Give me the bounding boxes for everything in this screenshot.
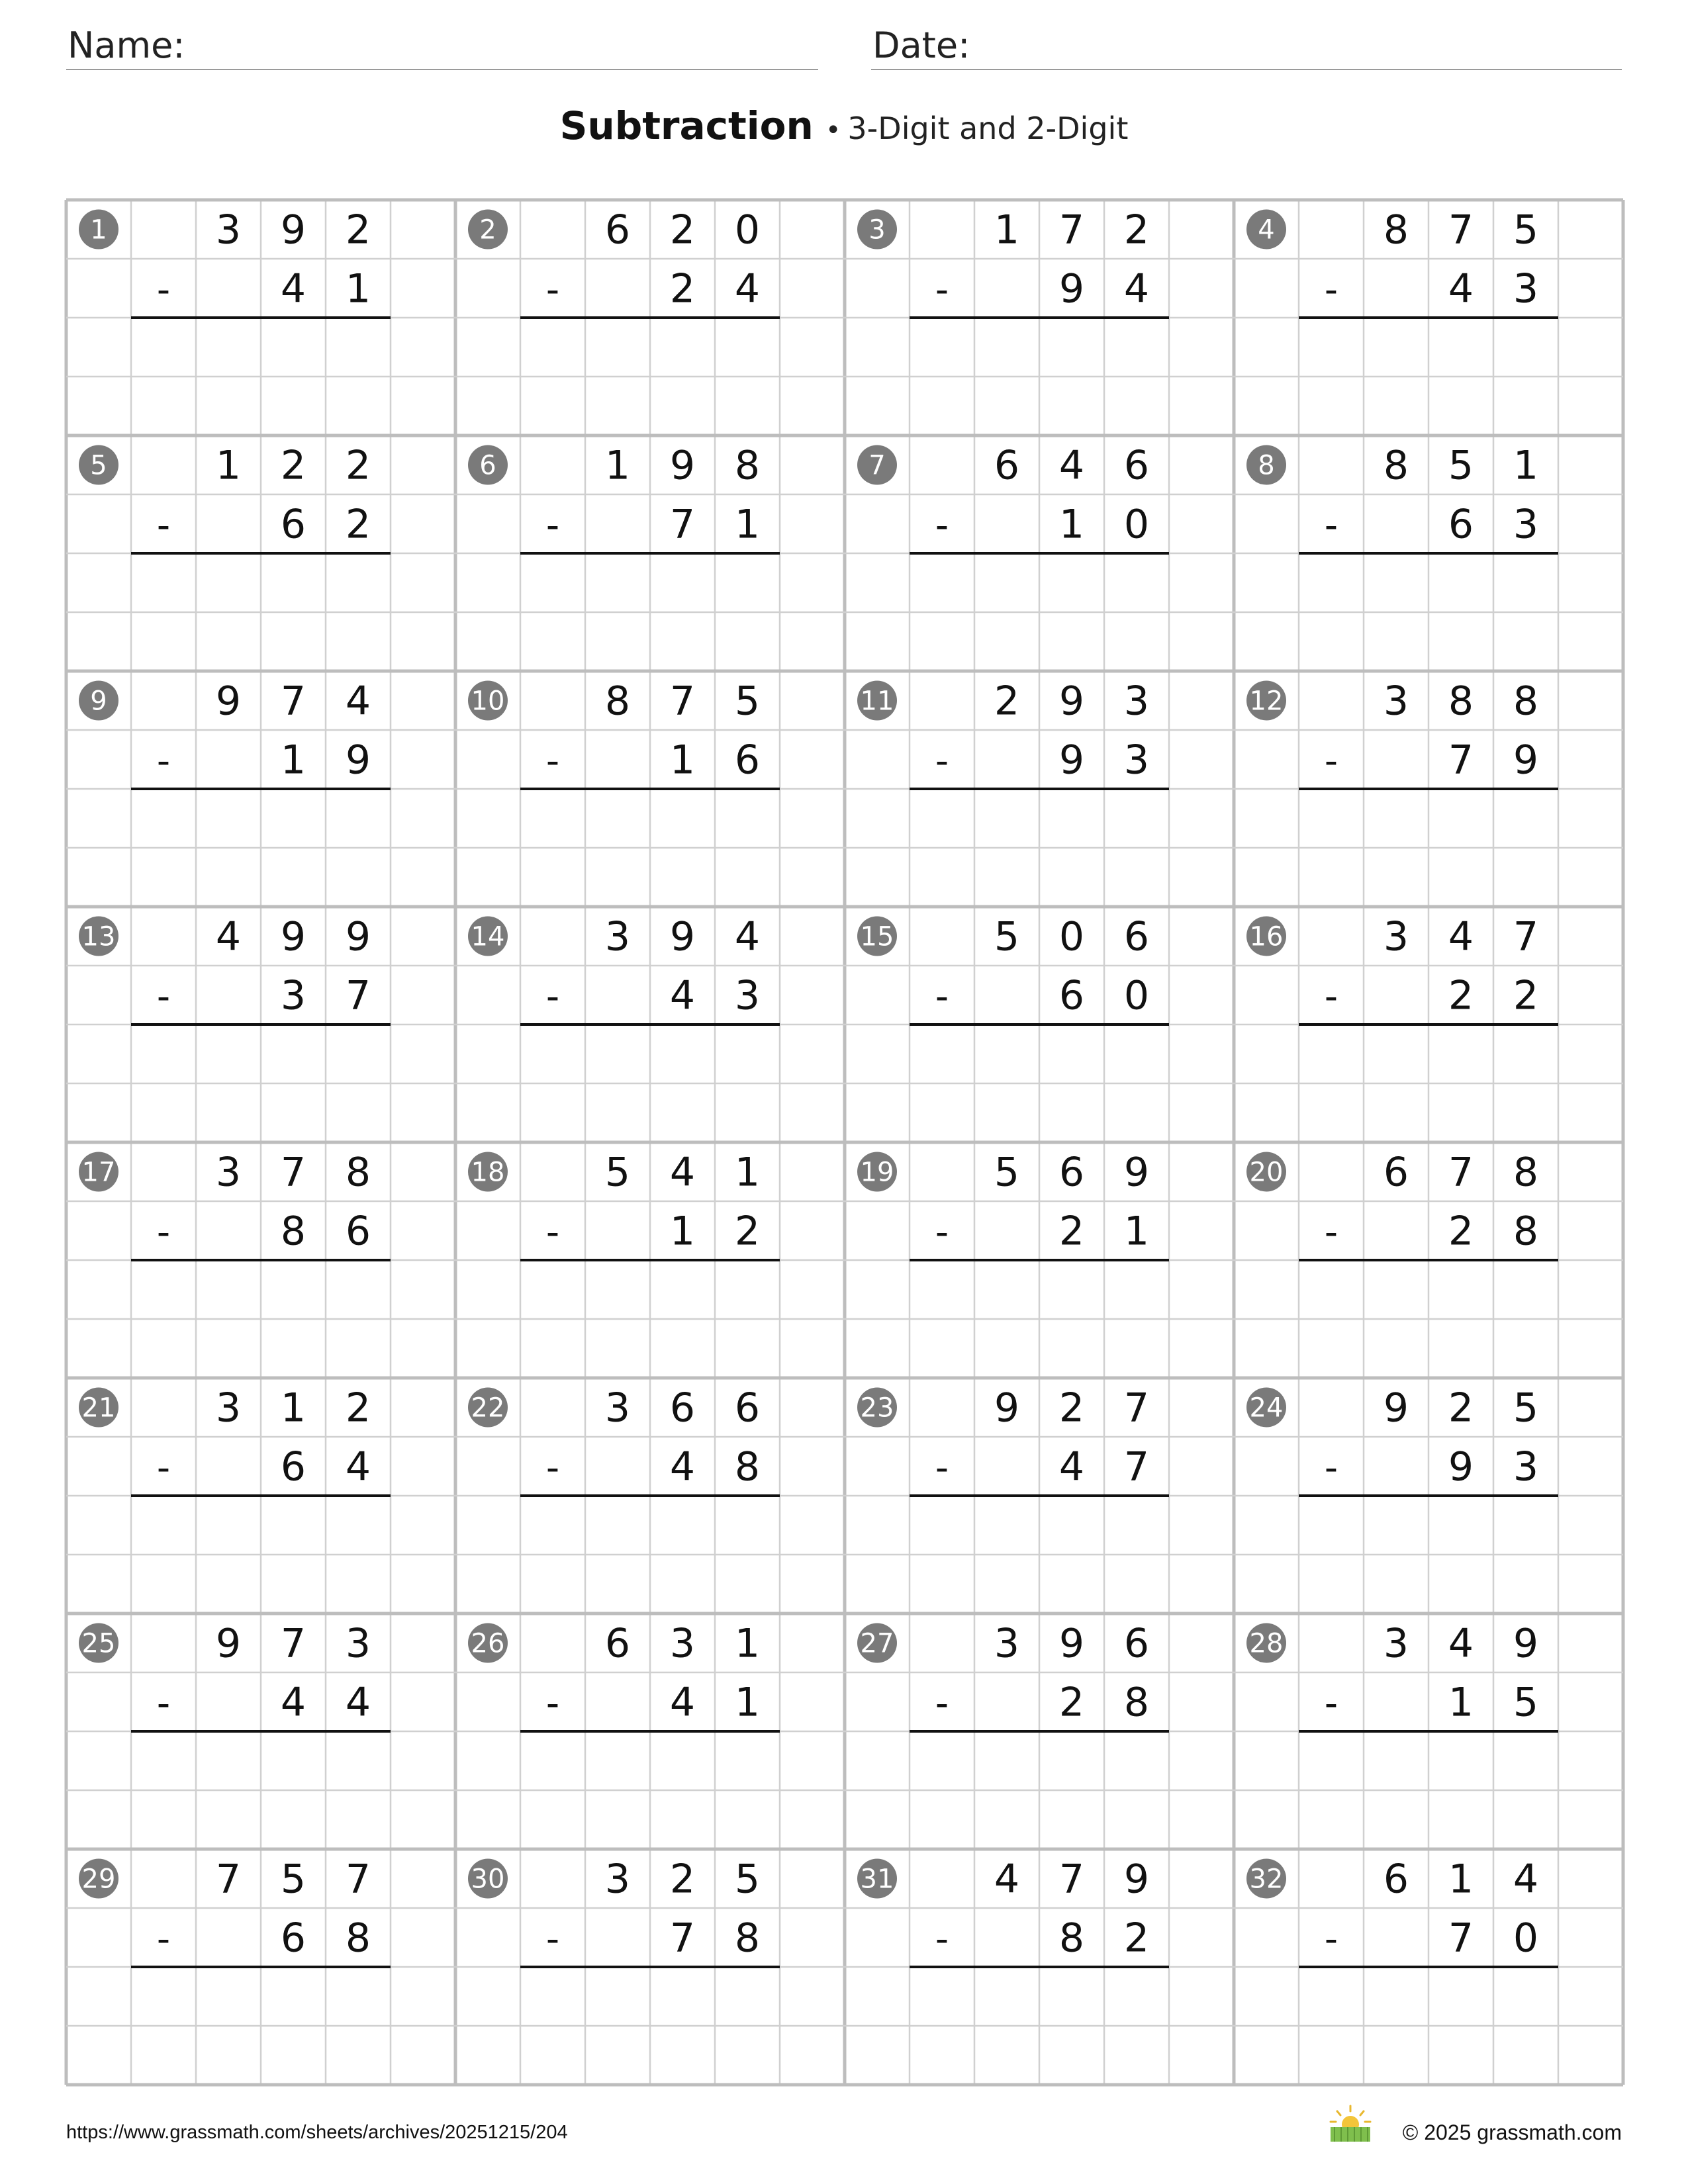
- problem-number: 8: [1258, 450, 1275, 481]
- subtrahend-digit: 4: [1123, 265, 1150, 312]
- answer-area[interactable]: [520, 1498, 780, 1611]
- minus-sign: -: [156, 1210, 171, 1254]
- subtrahend-digit: 2: [1448, 972, 1474, 1019]
- minuend-digit: 4: [669, 1149, 696, 1196]
- problem-12: [1246, 678, 1558, 905]
- minuend-digit: 4: [1513, 1856, 1539, 1903]
- problem-10: [468, 678, 780, 905]
- problem-number: 20: [1249, 1157, 1284, 1188]
- minus-sign: -: [935, 504, 949, 547]
- minus-sign: -: [1324, 504, 1338, 547]
- problem-number: 17: [81, 1157, 116, 1188]
- minuend-digit: 6: [669, 1385, 696, 1432]
- minuend-digit: 9: [1123, 1856, 1150, 1903]
- minuend-digit: 9: [215, 678, 242, 725]
- minuend-digit: 8: [1513, 678, 1539, 725]
- minuend-digit: 7: [345, 1856, 371, 1903]
- minuend-digit: 4: [994, 1856, 1020, 1903]
- subtrahend-digit: 1: [1448, 1679, 1474, 1726]
- sun-over-grass-icon: [1327, 2103, 1374, 2146]
- minus-sign: -: [935, 739, 949, 783]
- problem-number: 1: [90, 214, 107, 246]
- problem-number: 27: [860, 1628, 894, 1659]
- minuend-digit: 6: [1123, 442, 1150, 489]
- subtrahend-digit: 9: [345, 737, 371, 784]
- answer-area[interactable]: [1299, 1263, 1558, 1375]
- problem-25: [79, 1621, 391, 1847]
- subtrahend-digit: 4: [669, 972, 696, 1019]
- minus-sign: -: [935, 268, 949, 312]
- minuend-digit: 4: [1448, 1620, 1474, 1667]
- answer-area[interactable]: [910, 556, 1169, 668]
- answer-area[interactable]: [131, 320, 391, 433]
- problem-21: [79, 1385, 391, 1612]
- subtrahend-digit: 8: [1513, 1208, 1539, 1255]
- subtrahend-digit: 3: [1513, 1443, 1539, 1490]
- minuend-digit: 1: [994, 206, 1020, 253]
- minuend-digit: 9: [1123, 1149, 1150, 1196]
- subtrahend-digit: 2: [669, 265, 696, 312]
- minuend-digit: 5: [1513, 206, 1539, 253]
- problem-7: [857, 443, 1169, 669]
- problem-6: [468, 443, 780, 669]
- minuend-digit: 5: [994, 913, 1020, 960]
- minuend-digit: 3: [345, 1620, 371, 1667]
- subtrahend-digit: 6: [280, 501, 306, 548]
- minuend-digit: 2: [345, 442, 371, 489]
- minuend-digit: 5: [604, 1149, 631, 1196]
- minuend-digit: 9: [280, 913, 306, 960]
- problem-number: 19: [860, 1157, 894, 1188]
- minuend-digit: 8: [1383, 442, 1409, 489]
- subtrahend-digit: 2: [1058, 1679, 1085, 1726]
- subtrahend-digit: 8: [734, 1443, 761, 1490]
- subtrahend-digit: 2: [734, 1208, 761, 1255]
- minuend-digit: 2: [669, 206, 696, 253]
- minuend-digit: 7: [1058, 206, 1085, 253]
- subtrahend-digit: 7: [669, 1915, 696, 1962]
- problem-number: 15: [860, 921, 894, 952]
- minus-sign: -: [545, 1210, 560, 1254]
- subtrahend-digit: 8: [734, 1915, 761, 1962]
- minus-sign: -: [1324, 1917, 1338, 1961]
- answer-area[interactable]: [910, 1263, 1169, 1375]
- subtrahend-digit: 9: [1058, 265, 1085, 312]
- problem-27: [857, 1621, 1169, 1847]
- answer-area[interactable]: [1299, 1027, 1558, 1140]
- subtrahend-digit: 7: [669, 501, 696, 548]
- subtrahend-digit: 8: [1058, 1915, 1085, 1962]
- minuend-digit: 6: [604, 1620, 631, 1667]
- minuend-digit: 7: [215, 1856, 242, 1903]
- subtrahend-digit: 6: [734, 737, 761, 784]
- answer-area[interactable]: [910, 792, 1169, 904]
- minuend-digit: 3: [604, 1856, 631, 1903]
- answer-area[interactable]: [1299, 320, 1558, 433]
- minuend-digit: 7: [669, 678, 696, 725]
- minuend-digit: 6: [1383, 1856, 1409, 1903]
- minuend-digit: 9: [215, 1620, 242, 1667]
- minuend-digit: 9: [994, 1385, 1020, 1432]
- minuend-digit: 6: [994, 442, 1020, 489]
- problem-number: 28: [1249, 1628, 1284, 1659]
- subtrahend-digit: 4: [669, 1443, 696, 1490]
- minuend-digit: 3: [1123, 678, 1150, 725]
- minus-sign: -: [156, 1682, 171, 1725]
- subtrahend-digit: 6: [280, 1443, 306, 1490]
- minus-sign: -: [156, 268, 171, 312]
- problem-26: [468, 1621, 780, 1847]
- minuend-digit: 2: [345, 1385, 371, 1432]
- minuend-digit: 1: [604, 442, 631, 489]
- minus-sign: -: [1324, 1210, 1338, 1254]
- answer-area[interactable]: [910, 1498, 1169, 1611]
- problem-29: [79, 1856, 391, 2083]
- minuend-digit: 7: [280, 678, 306, 725]
- problem-number: 3: [868, 214, 886, 246]
- problem-number: 26: [471, 1628, 505, 1659]
- subtrahend-digit: 6: [345, 1208, 371, 1255]
- answer-area[interactable]: [131, 1970, 391, 2082]
- minus-sign: -: [1324, 975, 1338, 1019]
- minuend-digit: 0: [1058, 913, 1085, 960]
- minuend-digit: 3: [604, 1385, 631, 1432]
- minuend-digit: 7: [1448, 206, 1474, 253]
- subtrahend-digit: 1: [669, 737, 696, 784]
- minuend-digit: 6: [1123, 913, 1150, 960]
- minus-sign: -: [156, 1446, 171, 1490]
- answer-area[interactable]: [520, 1263, 780, 1375]
- answer-area[interactable]: [910, 1970, 1169, 2082]
- problem-19: [857, 1150, 1169, 1376]
- minuend-digit: 8: [604, 678, 631, 725]
- minus-sign: -: [935, 1917, 949, 1961]
- minuend-digit: 5: [994, 1149, 1020, 1196]
- minuend-digit: 9: [1058, 1620, 1085, 1667]
- minuend-digit: 2: [345, 206, 371, 253]
- subtrahend-digit: 9: [1058, 737, 1085, 784]
- minuend-digit: 3: [215, 1149, 242, 1196]
- subtrahend-digit: 4: [1448, 265, 1474, 312]
- minus-sign: -: [545, 268, 560, 312]
- minuend-digit: 7: [280, 1149, 306, 1196]
- problem-number: 7: [868, 450, 886, 481]
- subtrahend-digit: 4: [669, 1679, 696, 1726]
- subtrahend-digit: 0: [1513, 1915, 1539, 1962]
- minuend-digit: 9: [280, 206, 306, 253]
- minuend-digit: 2: [1058, 1385, 1085, 1432]
- footer-url: https://www.grassmath.com/sheets/archives/20251215/204: [66, 2122, 568, 2143]
- subtrahend-digit: 4: [280, 265, 306, 312]
- problem-number: 21: [81, 1392, 116, 1424]
- minus-sign: -: [156, 1917, 171, 1961]
- minuend-digit: 1: [280, 1385, 306, 1432]
- minuend-digit: 8: [1513, 1149, 1539, 1196]
- answer-area[interactable]: [1299, 792, 1558, 904]
- minuend-digit: 1: [215, 442, 242, 489]
- minuend-digit: 3: [1383, 678, 1409, 725]
- problem-3: [857, 207, 1169, 433]
- problem-9: [79, 678, 391, 905]
- minuend-digit: 9: [669, 442, 696, 489]
- problem-number: 25: [81, 1628, 116, 1659]
- problem-number: 31: [860, 1864, 894, 1895]
- minuend-digit: 4: [1448, 913, 1474, 960]
- minuend-digit: 9: [1513, 1620, 1539, 1667]
- minuend-digit: 6: [604, 206, 631, 253]
- answer-area[interactable]: [131, 556, 391, 668]
- problem-number: 2: [479, 214, 496, 246]
- problem-number: 12: [1249, 686, 1284, 717]
- subtrahend-digit: 2: [1058, 1208, 1085, 1255]
- subtrahend-digit: 3: [280, 972, 306, 1019]
- minuend-digit: 4: [734, 913, 761, 960]
- minuend-digit: 7: [1123, 1385, 1150, 1432]
- problem-31: [857, 1856, 1169, 2083]
- subtrahend-digit: 7: [1448, 1915, 1474, 1962]
- subtrahend-digit: 8: [345, 1915, 371, 1962]
- subtrahend-digit: 2: [345, 501, 371, 548]
- minuend-digit: 7: [1058, 1856, 1085, 1903]
- problem-32: [1246, 1856, 1558, 2083]
- subtrahend-digit: 6: [280, 1915, 306, 1962]
- problem-5: [79, 443, 391, 669]
- problem-number: 16: [1249, 921, 1284, 952]
- minus-sign: -: [1324, 739, 1338, 783]
- minuend-digit: 0: [734, 206, 761, 253]
- minus-sign: -: [1324, 1682, 1338, 1725]
- minuend-digit: 9: [1383, 1385, 1409, 1432]
- minus-sign: -: [1324, 1446, 1338, 1490]
- answer-area[interactable]: [1299, 1970, 1558, 2082]
- subtrahend-digit: 3: [1513, 265, 1539, 312]
- problem-8: [1246, 443, 1558, 669]
- problem-number: 9: [90, 686, 107, 717]
- minuend-digit: 6: [1123, 1620, 1150, 1667]
- subtrahend-digit: 4: [345, 1679, 371, 1726]
- answer-area[interactable]: [910, 1027, 1169, 1140]
- subtrahend-digit: 6: [1448, 501, 1474, 548]
- minuend-digit: 8: [1448, 678, 1474, 725]
- minus-sign: -: [935, 1446, 949, 1490]
- minus-sign: -: [156, 739, 171, 783]
- subtrahend-digit: 8: [280, 1208, 306, 1255]
- minuend-digit: 8: [734, 442, 761, 489]
- minuend-digit: 6: [734, 1385, 761, 1432]
- minuend-digit: 6: [1058, 1149, 1085, 1196]
- minuend-digit: 7: [280, 1620, 306, 1667]
- subtrahend-digit: 4: [345, 1443, 371, 1490]
- title-subtitle: 3-Digit and 2-Digit: [847, 111, 1129, 146]
- minuend-digit: 9: [1058, 678, 1085, 725]
- minus-sign: -: [156, 504, 171, 547]
- minuend-digit: 5: [1513, 1385, 1539, 1432]
- minuend-digit: 1: [1448, 1856, 1474, 1903]
- answer-area[interactable]: [520, 556, 780, 668]
- minuend-digit: 8: [1383, 206, 1409, 253]
- answer-area[interactable]: [1299, 1498, 1558, 1611]
- subtrahend-digit: 1: [669, 1208, 696, 1255]
- answer-area[interactable]: [520, 1734, 780, 1846]
- subtrahend-digit: 0: [1123, 972, 1150, 1019]
- subtrahend-digit: 4: [1058, 1443, 1085, 1490]
- problem-number: 13: [81, 921, 116, 952]
- answer-area[interactable]: [520, 1027, 780, 1140]
- minus-sign: -: [935, 975, 949, 1019]
- answer-area[interactable]: [520, 320, 780, 433]
- answer-area[interactable]: [1299, 556, 1558, 668]
- problem-1: [79, 207, 391, 433]
- minuend-digit: 7: [1448, 1149, 1474, 1196]
- minus-sign: -: [545, 1917, 560, 1961]
- minuend-digit: 3: [1383, 1620, 1409, 1667]
- problem-number: 23: [860, 1392, 894, 1424]
- minuend-digit: 3: [1383, 913, 1409, 960]
- minus-sign: -: [935, 1682, 949, 1725]
- answer-area[interactable]: [131, 1263, 391, 1375]
- minus-sign: -: [156, 975, 171, 1019]
- subtrahend-digit: 7: [345, 972, 371, 1019]
- minuend-digit: 5: [1448, 442, 1474, 489]
- minus-sign: -: [1324, 268, 1338, 312]
- problem-number: 11: [860, 686, 894, 717]
- minuend-digit: 3: [669, 1620, 696, 1667]
- answer-area[interactable]: [910, 1734, 1169, 1846]
- subtrahend-digit: 1: [734, 501, 761, 548]
- problem-number: 4: [1258, 214, 1275, 246]
- minuend-digit: 5: [734, 1856, 761, 1903]
- minuend-digit: 1: [1513, 442, 1539, 489]
- answer-area[interactable]: [131, 1734, 391, 1846]
- problem-23: [857, 1385, 1169, 1612]
- problem-number: 29: [81, 1864, 116, 1895]
- minuend-digit: 9: [345, 913, 371, 960]
- minuend-digit: 2: [669, 1856, 696, 1903]
- subtrahend-digit: 1: [1123, 1208, 1150, 1255]
- problem-number: 22: [471, 1392, 505, 1424]
- answer-area[interactable]: [520, 1970, 780, 2082]
- subtrahend-digit: 1: [345, 265, 371, 312]
- minuend-digit: 8: [345, 1149, 371, 1196]
- subtrahend-digit: 2: [1448, 1208, 1474, 1255]
- problem-20: [1246, 1150, 1558, 1376]
- problem-14: [468, 914, 780, 1140]
- answer-area[interactable]: [131, 792, 391, 904]
- problem-number: 32: [1249, 1864, 1284, 1895]
- subtrahend-digit: 1: [280, 737, 306, 784]
- subtrahend-digit: 4: [734, 265, 761, 312]
- problem-11: [857, 678, 1169, 905]
- minus-sign: -: [545, 739, 560, 783]
- minuend-digit: 5: [280, 1856, 306, 1903]
- answer-area[interactable]: [131, 1027, 391, 1140]
- problem-30: [468, 1856, 780, 2083]
- subtrahend-digit: 1: [734, 1679, 761, 1726]
- minuend-digit: 3: [215, 1385, 242, 1432]
- minus-sign: -: [545, 975, 560, 1019]
- problem-number: 5: [90, 450, 107, 481]
- minuend-digit: 4: [215, 913, 242, 960]
- footer-copyright: © 2025 grassmath.com: [1402, 2120, 1622, 2144]
- minuend-digit: 2: [1448, 1385, 1474, 1432]
- problem-22: [468, 1385, 780, 1612]
- problem-4: [1246, 207, 1558, 433]
- minuend-digit: 1: [734, 1149, 761, 1196]
- problem-24: [1246, 1385, 1558, 1612]
- minus-sign: -: [545, 1682, 560, 1725]
- name-label: Name:: [68, 24, 185, 66]
- subtrahend-digit: 9: [1513, 737, 1539, 784]
- subtrahend-digit: 7: [1448, 737, 1474, 784]
- subtrahend-digit: 5: [1513, 1679, 1539, 1726]
- problem-18: [468, 1150, 780, 1376]
- minuend-digit: 1: [734, 1620, 761, 1667]
- answer-area[interactable]: [131, 1498, 391, 1611]
- problem-15: [857, 914, 1169, 1140]
- subtrahend-digit: 0: [1123, 501, 1150, 548]
- problem-17: [79, 1150, 391, 1376]
- minus-sign: -: [545, 504, 560, 547]
- subtrahend-digit: 4: [280, 1679, 306, 1726]
- problem-number: 30: [471, 1864, 505, 1895]
- minus-sign: -: [545, 1446, 560, 1490]
- minuend-digit: 4: [345, 678, 371, 725]
- title-main: Subtraction: [559, 103, 814, 148]
- minus-sign: -: [935, 1210, 949, 1254]
- subtrahend-digit: 2: [1123, 1915, 1150, 1962]
- date-label: Date:: [872, 24, 970, 66]
- subtrahend-digit: 9: [1448, 1443, 1474, 1490]
- minuend-digit: 4: [1058, 442, 1085, 489]
- subtrahend-digit: 8: [1123, 1679, 1150, 1726]
- answer-area[interactable]: [1299, 1734, 1558, 1846]
- problem-13: [79, 914, 391, 1140]
- problem-number: 6: [479, 450, 496, 481]
- minuend-digit: 5: [734, 678, 761, 725]
- problem-number: 10: [471, 686, 505, 717]
- minuend-digit: 2: [280, 442, 306, 489]
- minuend-digit: 3: [994, 1620, 1020, 1667]
- problem-number: 18: [471, 1157, 505, 1188]
- title-separator: •: [825, 115, 841, 146]
- minuend-digit: 6: [1383, 1149, 1409, 1196]
- minuend-digit: 2: [994, 678, 1020, 725]
- minuend-digit: 9: [669, 913, 696, 960]
- subtrahend-digit: 3: [1513, 501, 1539, 548]
- answer-area[interactable]: [910, 320, 1169, 433]
- problem-28: [1246, 1621, 1558, 1847]
- minuend-digit: 3: [604, 913, 631, 960]
- subtrahend-digit: 3: [734, 972, 761, 1019]
- problem-number: 14: [471, 921, 505, 952]
- subtrahend-digit: 7: [1123, 1443, 1150, 1490]
- subtrahend-digit: 2: [1513, 972, 1539, 1019]
- problem-16: [1246, 914, 1558, 1140]
- problem-2: [468, 207, 780, 433]
- problem-number: 24: [1249, 1392, 1284, 1424]
- subtrahend-digit: 6: [1058, 972, 1085, 1019]
- minuend-digit: 2: [1123, 206, 1150, 253]
- minuend-digit: 7: [1513, 913, 1539, 960]
- minuend-digit: 3: [215, 206, 242, 253]
- subtrahend-digit: 1: [1058, 501, 1085, 548]
- subtrahend-digit: 3: [1123, 737, 1150, 784]
- answer-area[interactable]: [520, 792, 780, 904]
